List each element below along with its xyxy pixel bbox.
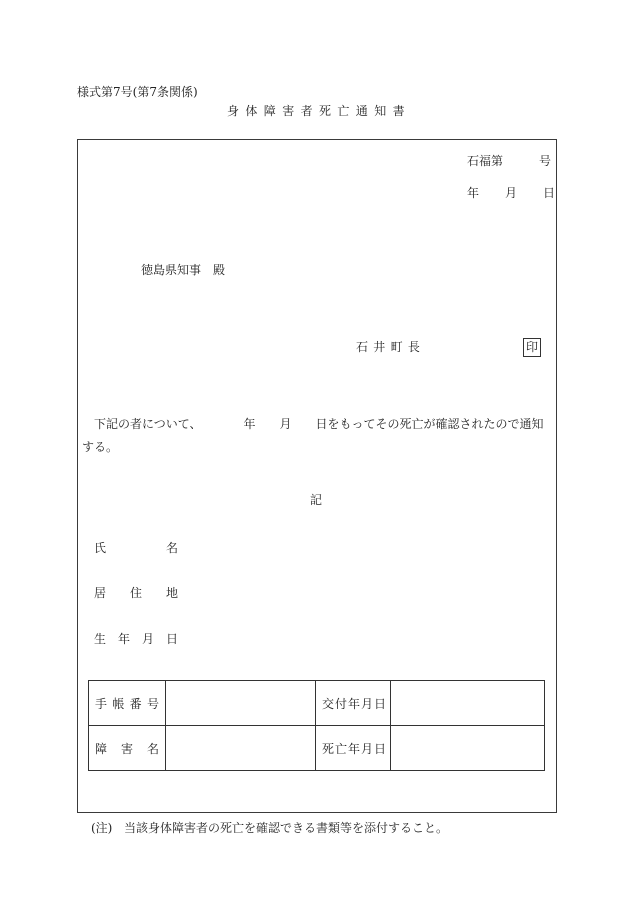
issue-date-value: [391, 681, 545, 726]
death-date-label: [322, 740, 386, 757]
issue-date-label: [322, 695, 386, 712]
sender-name: 石井町長: [356, 340, 426, 354]
label-char: 帳: [112, 696, 125, 711]
info-table: [88, 680, 545, 771]
addressee-name: 徳島県知事: [141, 263, 202, 277]
table-row: [89, 726, 545, 771]
label-char: 月: [141, 632, 154, 646]
issue-date: [467, 186, 555, 200]
document-title: 身体障害者死亡通知書: [227, 104, 412, 118]
document-number-suffix: 号: [539, 154, 552, 168]
label-char: 付: [334, 696, 347, 711]
label-char: 地: [165, 586, 178, 600]
label-char: 月: [360, 696, 373, 711]
addressee-honorific: 殿: [213, 263, 226, 277]
label-char: 住: [129, 586, 142, 600]
handbook-number-label: [95, 695, 159, 712]
handbook-number-value: [166, 681, 316, 726]
label-char: 年: [117, 632, 130, 646]
label-char: 日: [165, 632, 178, 646]
label-char: 生: [94, 632, 107, 646]
disability-name-label: [95, 740, 159, 757]
label-char: 号: [146, 696, 159, 711]
table-label-cell: [89, 726, 166, 771]
table-label-cell: [316, 726, 391, 771]
field-address-label: [94, 586, 178, 600]
document-number-prefix: 石福第: [467, 154, 504, 168]
note-label: (注): [91, 821, 113, 835]
table-row: [89, 681, 545, 726]
label-char: 年: [347, 741, 360, 756]
label-char: 死: [322, 741, 335, 756]
label-char: 日: [373, 741, 386, 756]
note-text: 当該身体障害者の死亡を確認できる書類等を添付すること。: [124, 821, 449, 835]
table-label-cell: [316, 681, 391, 726]
date-year-label: 年: [467, 186, 480, 200]
date-day-label: 日: [542, 186, 555, 200]
disability-name-value: [166, 726, 316, 771]
label-char: 日: [373, 696, 386, 711]
label-char: 年: [347, 696, 360, 711]
label-char: 交: [322, 696, 335, 711]
field-birthdate-label: [94, 632, 178, 646]
table-label-cell: [89, 681, 166, 726]
notification-body: 下記の者について、 年 月 日をもってその死亡が確認されたので通知する。: [82, 417, 544, 454]
record-heading: 記: [310, 493, 323, 507]
label-char: 名: [165, 541, 178, 555]
date-month-label: 月: [504, 186, 517, 200]
label-char: 月: [360, 741, 373, 756]
label-char: 亡: [334, 741, 347, 756]
label-char: 名: [146, 741, 159, 756]
field-name-label: [94, 541, 178, 555]
label-char: 居: [94, 586, 107, 600]
form-number: 様式第7号(第7条関係): [77, 85, 198, 99]
label-char: 手: [95, 696, 108, 711]
seal-stamp-box: 印: [523, 338, 541, 357]
label-char: 番: [129, 696, 142, 711]
label-char: 障: [95, 741, 108, 756]
label-char: 氏: [94, 541, 107, 555]
death-date-value: [391, 726, 545, 771]
label-char: 害: [120, 741, 133, 756]
